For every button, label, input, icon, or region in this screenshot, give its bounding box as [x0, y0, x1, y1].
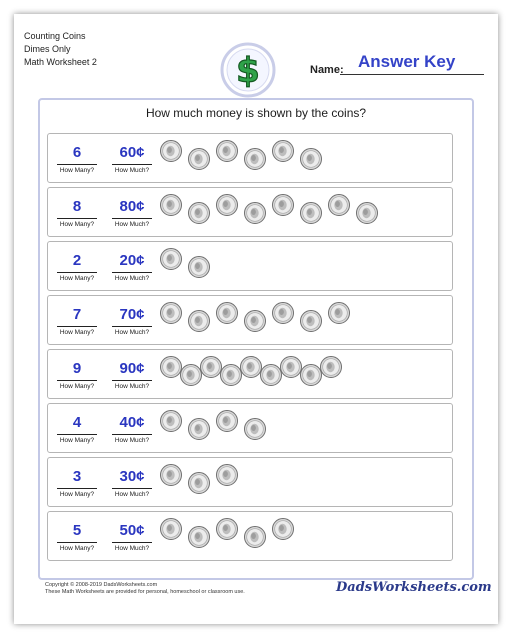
dime-coin-icon [244, 310, 266, 332]
how-much-cell [112, 252, 152, 282]
dime-coin-icon [188, 148, 210, 170]
answer-underline [112, 218, 152, 219]
dime-coin-icon [320, 356, 342, 378]
dime-coin-icon [244, 202, 266, 224]
how-many-cell [57, 144, 97, 174]
how-much-cell [112, 522, 152, 552]
dime-coin-icon [216, 140, 238, 162]
problem-row [47, 241, 453, 291]
how-many-answer[interactable]: 6 [72, 144, 82, 161]
dime-coin-icon [188, 310, 210, 332]
how-much-answer[interactable]: 80¢ [119, 198, 145, 215]
how-many-cell [57, 198, 97, 228]
how-many-cell [57, 414, 97, 444]
dime-coin-icon [160, 410, 182, 432]
dime-coin-icon [244, 148, 266, 170]
dime-coin-icon [188, 256, 210, 278]
answer-underline [112, 434, 152, 435]
problem-row [47, 349, 453, 399]
how-many-label: How Many? [59, 167, 95, 174]
dime-coin-icon [216, 194, 238, 216]
how-many-label: How Many? [59, 329, 95, 336]
answer-underline [57, 434, 97, 435]
dime-coin-icon [180, 364, 202, 386]
answer-underline [57, 326, 97, 327]
how-much-answer[interactable]: 60¢ [119, 144, 145, 161]
how-much-cell [112, 306, 152, 336]
answer-underline [112, 380, 152, 381]
how-much-cell [112, 468, 152, 498]
how-much-answer[interactable]: 70¢ [119, 306, 145, 323]
dime-coin-icon [260, 364, 282, 386]
title-line-2: Dimes Only [24, 44, 71, 54]
usage-note: These Math Worksheets are provided for personal, homeschool or classroom use. [45, 589, 245, 595]
dime-coin-icon [160, 194, 182, 216]
how-many-answer[interactable]: 2 [72, 252, 82, 269]
how-many-cell [57, 522, 97, 552]
dime-coin-icon [160, 356, 182, 378]
how-many-answer[interactable]: 7 [72, 306, 82, 323]
dime-coin-icon [300, 202, 322, 224]
how-many-label: How Many? [59, 221, 95, 228]
dime-coin-icon [160, 302, 182, 324]
answer-underline [57, 542, 97, 543]
how-much-answer[interactable]: 30¢ [119, 468, 145, 485]
dime-coin-icon [300, 364, 322, 386]
answer-underline [57, 218, 97, 219]
how-many-answer[interactable]: 8 [72, 198, 82, 215]
how-many-answer[interactable]: 9 [72, 360, 82, 377]
how-many-label: How Many? [59, 545, 95, 552]
dime-coin-icon [188, 472, 210, 494]
dime-coin-icon [216, 302, 238, 324]
worksheet-title-block [24, 30, 97, 69]
dime-coin-icon [160, 518, 182, 540]
how-many-answer[interactable]: 3 [72, 468, 82, 485]
how-many-label: How Many? [59, 491, 95, 498]
copyright-text: Copyright © 2008-2019 DadsWorksheets.com [45, 582, 158, 588]
how-many-label: How Many? [59, 383, 95, 390]
dime-coin-icon [188, 202, 210, 224]
dime-coin-icon [244, 526, 266, 548]
problem-row [47, 295, 453, 345]
dime-coin-icon [240, 356, 262, 378]
dime-coin-icon [280, 356, 302, 378]
how-much-label: How Much? [114, 167, 150, 174]
name-label: Name: [310, 64, 344, 76]
how-many-cell [57, 468, 97, 498]
how-many-cell [57, 306, 97, 336]
brand-logo: DadsWorksheets.com [336, 580, 492, 595]
problem-row [47, 511, 453, 561]
how-much-label: How Much? [114, 437, 150, 444]
how-many-label: How Many? [59, 437, 95, 444]
how-many-answer[interactable]: 5 [72, 522, 82, 539]
problem-row [47, 133, 453, 183]
name-field[interactable] [340, 74, 484, 75]
how-much-label: How Much? [114, 329, 150, 336]
answer-underline [112, 542, 152, 543]
how-much-label: How Much? [114, 491, 150, 498]
how-much-answer[interactable]: 90¢ [119, 360, 145, 377]
answer-underline [112, 326, 152, 327]
dime-coin-icon [272, 140, 294, 162]
how-much-answer[interactable]: 50¢ [119, 522, 145, 539]
answer-underline [57, 272, 97, 273]
problem-row [47, 187, 453, 237]
dime-coin-icon [244, 418, 266, 440]
dime-coin-icon [300, 148, 322, 170]
dime-coin-icon [272, 518, 294, 540]
how-much-cell [112, 198, 152, 228]
dime-coin-icon [300, 310, 322, 332]
problem-row [47, 457, 453, 507]
answer-underline [57, 164, 97, 165]
how-much-label: How Much? [114, 545, 150, 552]
dime-coin-icon [200, 356, 222, 378]
how-many-label: How Many? [59, 275, 95, 282]
title-line-1: Counting Coins [24, 31, 86, 41]
dime-coin-icon [272, 302, 294, 324]
svg-text:$: $ [236, 51, 260, 91]
how-much-cell [112, 360, 152, 390]
answer-underline [112, 164, 152, 165]
footer-text [45, 582, 245, 596]
dime-coin-icon [216, 410, 238, 432]
dime-coin-icon [328, 194, 350, 216]
answer-key-label: Answer Key [358, 52, 456, 71]
how-many-cell [57, 360, 97, 390]
dime-coin-icon [188, 418, 210, 440]
dime-coin-icon [272, 194, 294, 216]
dime-coin-icon [220, 364, 242, 386]
how-many-cell [57, 252, 97, 282]
dime-coin-icon [328, 302, 350, 324]
how-much-answer[interactable]: 20¢ [119, 252, 145, 269]
how-much-label: How Much? [114, 275, 150, 282]
answer-underline [57, 380, 97, 381]
answer-underline [57, 488, 97, 489]
problem-row [47, 403, 453, 453]
question-heading: How much money is shown by the coins? [145, 106, 367, 120]
how-much-cell [112, 414, 152, 444]
how-many-answer[interactable]: 4 [72, 414, 82, 431]
dime-coin-icon [188, 526, 210, 548]
dime-coin-icon [216, 518, 238, 540]
dime-coin-icon [356, 202, 378, 224]
dime-coin-icon [160, 248, 182, 270]
how-much-answer[interactable]: 40¢ [119, 414, 145, 431]
answer-underline [112, 488, 152, 489]
title-line-3: Math Worksheet 2 [24, 57, 97, 67]
dime-coin-icon [160, 464, 182, 486]
dime-coin-icon [216, 464, 238, 486]
dime-coin-icon [160, 140, 182, 162]
how-much-label: How Much? [114, 383, 150, 390]
how-much-label: How Much? [114, 221, 150, 228]
answer-underline [112, 272, 152, 273]
how-much-cell [112, 144, 152, 174]
dollar-sign-icon [220, 42, 276, 98]
